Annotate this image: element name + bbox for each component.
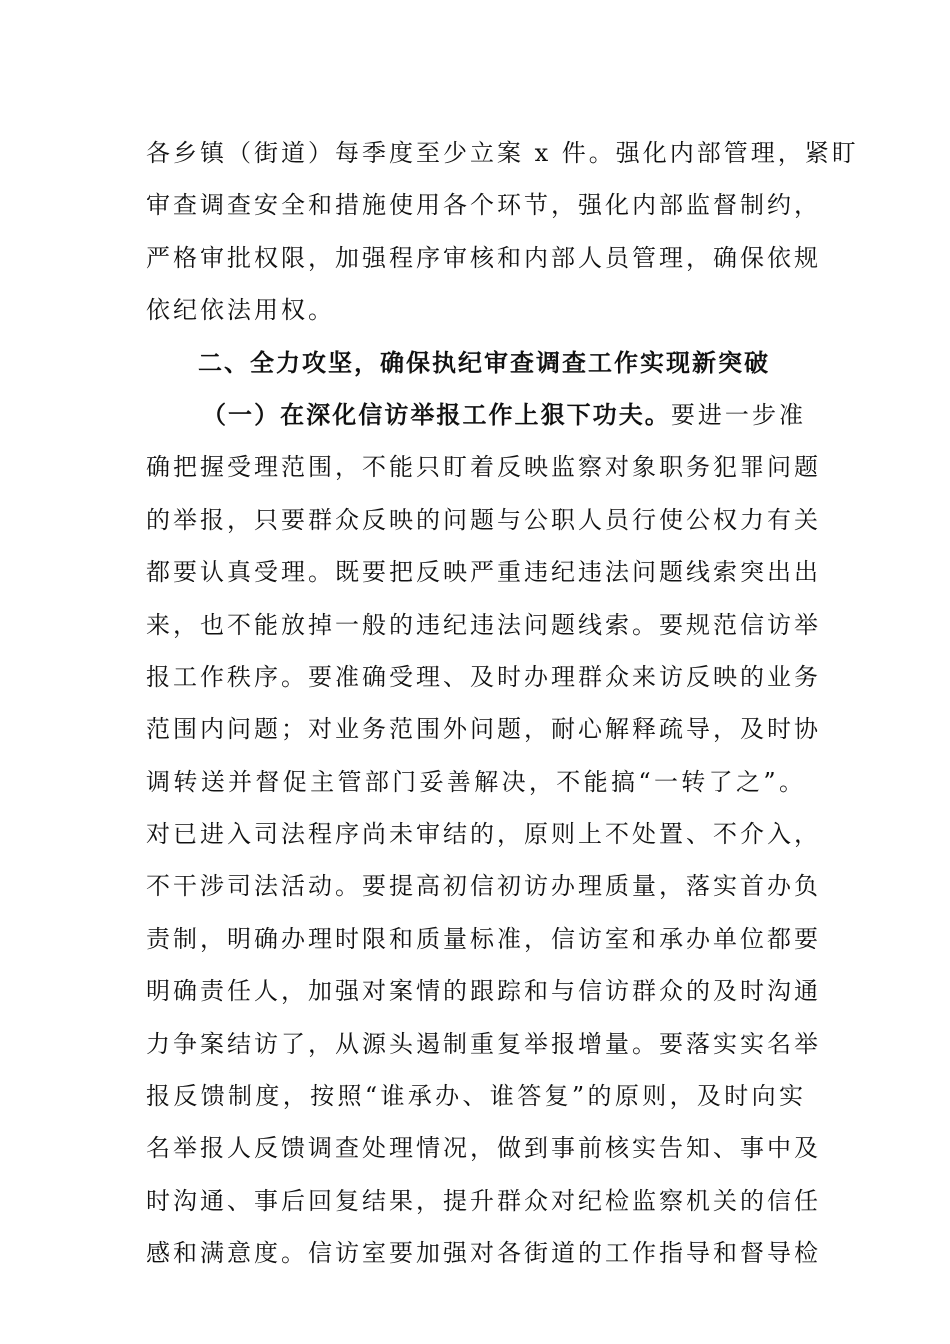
text-line: 严格审批权限，加强程序审核和内部人员管理，确保依规	[146, 243, 821, 272]
text-line: 依纪依法用权。	[146, 296, 335, 325]
text-line: 确把握受理范围，不能只盯着反映监察对象职务犯罪问题	[146, 453, 821, 482]
text-line: 力争案结访了，从源头遏制重复举报增量。要落实实名举	[146, 1029, 821, 1058]
subsection-first-line	[146, 389, 806, 441]
paragraph-2	[146, 389, 821, 1280]
section-heading: 二、全力攻坚，确保执纪审查调查工作实现新突破	[198, 348, 770, 377]
text-line: 感和满意度。信访室要加强对各街道的工作指导和督导检	[146, 1239, 821, 1268]
text-line: 调转送并督促主管部门妥善解决，不能搞“一转了之”。	[146, 767, 806, 796]
text-line: 都要认真受理。既要把反映严重违纪违法问题线索突出出	[146, 558, 821, 587]
text-line: 报反馈制度，按照“谁承办、谁答复”的原则，及时向实	[146, 1082, 806, 1111]
text-line: 不干涉司法活动。要提高初信初访办理质量，落实首办负	[146, 872, 821, 901]
document-body	[146, 127, 859, 1280]
paragraph-1	[146, 127, 859, 337]
text-line: 明确责任人，加强对案情的跟踪和与信访群众的及时沟通	[146, 977, 821, 1006]
text-line: 范围内问题；对业务范围外问题，耐心解释疏导，及时协	[146, 715, 821, 744]
subsection-first-line-rest: 要进一步准	[670, 400, 807, 429]
text-line: 的举报，只要群众反映的问题与公职人员行使公权力有关	[146, 505, 821, 534]
text-line: 来，也不能放掉一般的违纪违法问题线索。要规范信访举	[146, 610, 821, 639]
text-line: 名举报人反馈调查处理情况，做到事前核实告知、事中及	[146, 1134, 821, 1163]
text-line: 责制，明确办理时限和质量标准，信访室和承办单位都要	[146, 924, 821, 953]
text-line: 对已进入司法程序尚未审结的，原则上不处置、不介入，	[146, 820, 821, 849]
text-line: 各乡镇（街道）每季度至少立案 x 件。强化内部管理，紧盯	[146, 139, 859, 167]
text-line: 时沟通、事后回复结果，提升群众对纪检监察机关的信任	[146, 1186, 821, 1215]
subsection-title: （一）在深化信访举报工作上狠下功夫。	[202, 400, 671, 429]
text-line: 报工作秩序。要准确受理、及时办理群众来访反映的业务	[146, 662, 821, 691]
text-line: 审查调查安全和措施使用各个环节，强化内部监督制约，	[146, 191, 821, 220]
